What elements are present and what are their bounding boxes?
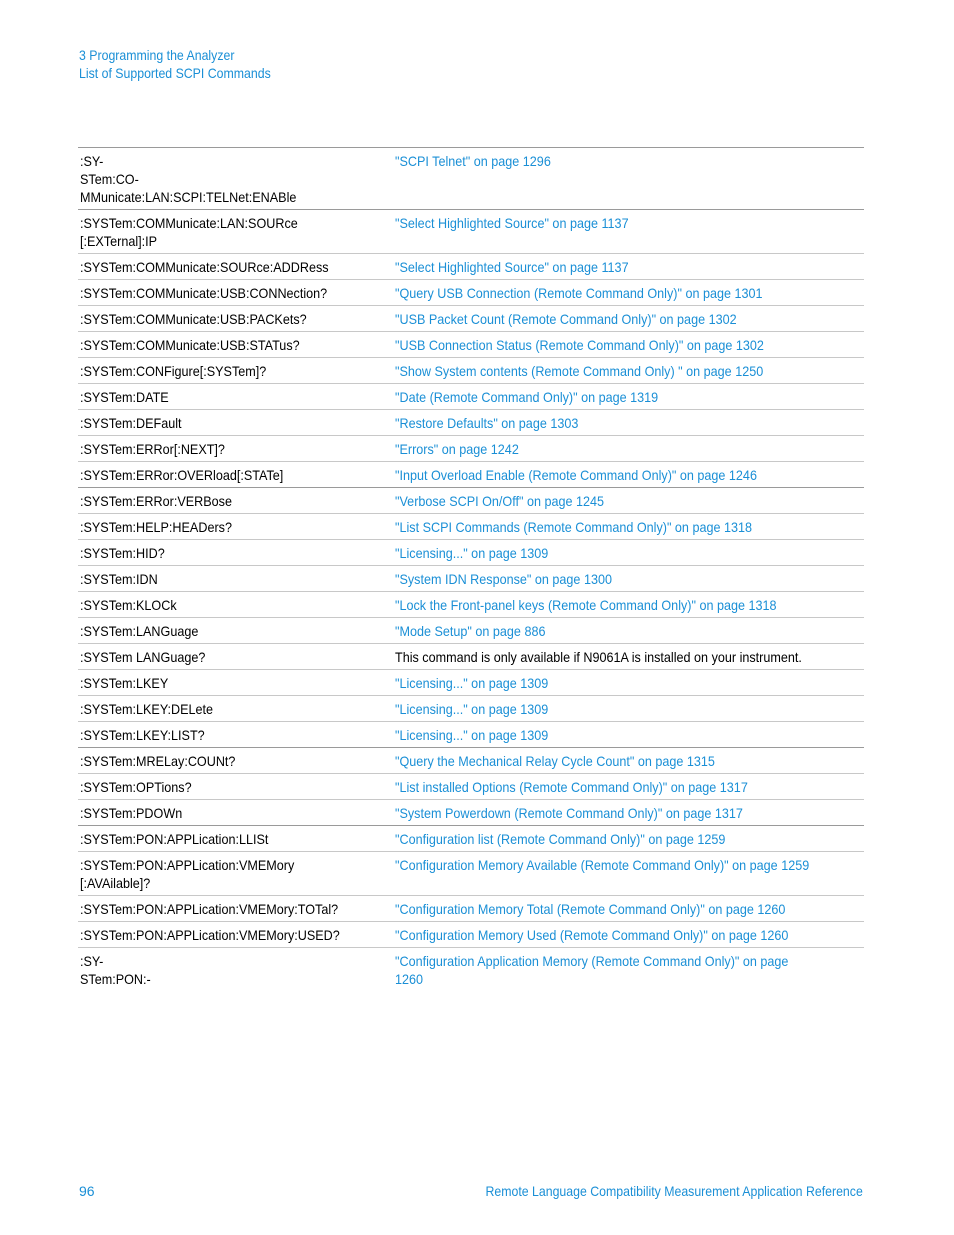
table-row: [78, 410, 864, 436]
reference-cell: [393, 852, 864, 896]
reference-cell: [393, 384, 864, 410]
command-cell: [78, 462, 393, 488]
table-row: [78, 896, 864, 922]
command-text: :SYSTem LANGuage?: [80, 649, 206, 665]
command-text: :SYSTem:KLOCk: [80, 597, 177, 613]
reference-link[interactable]: "Configuration Memory Available (Remote Command Only)" on page 1259: [395, 857, 810, 873]
table-row: [78, 566, 864, 592]
reference-cell: [393, 254, 864, 280]
command-text: :SYSTem:ERRor[:NEXT]?: [80, 441, 225, 457]
table-row: [78, 462, 864, 488]
reference-cell: [393, 922, 864, 948]
table-row: [78, 210, 864, 254]
reference-link[interactable]: "Verbose SCPI On/Off" on page 1245: [395, 493, 605, 509]
command-cell: [78, 774, 393, 800]
table-row: [78, 488, 864, 514]
reference-cell: [393, 826, 864, 852]
reference-link[interactable]: "USB Packet Count (Remote Command Only)" on page 1302: [395, 311, 737, 327]
table-row: [78, 922, 864, 948]
reference-link[interactable]: "Lock the Front-panel keys (Remote Command Only)" on page 1318: [395, 597, 777, 613]
command-text: :SYSTem:COMMunicate:USB:STATus?: [80, 337, 300, 353]
reference-cell: [393, 488, 864, 514]
note-text: This command is only available if N9061A is installed on your instrument.: [395, 649, 802, 665]
reference-link[interactable]: "Licensing..." on page 1309: [395, 727, 549, 743]
table-row: [78, 254, 864, 280]
command-text: :SYSTem:COMMunicate:SOURce:ADDRess: [80, 259, 329, 275]
command-cell: [78, 332, 393, 358]
reference-cell: [393, 948, 864, 992]
command-text: :SYSTem:DEFault: [80, 415, 182, 431]
command-cell: [78, 618, 393, 644]
command-text: :SYSTem:LKEY:LIST?: [80, 727, 205, 743]
command-cell: [78, 948, 393, 992]
command-text: :SYSTem:ERRor:VERBose: [80, 493, 232, 509]
command-text: :SYSTem:LKEY: [80, 675, 169, 691]
reference-cell: [393, 410, 864, 436]
table-row: [78, 384, 864, 410]
command-cell: [78, 254, 393, 280]
table-row: [78, 722, 864, 748]
reference-cell: [393, 592, 864, 618]
reference-cell: [393, 332, 864, 358]
table-row: [78, 644, 864, 670]
table-row: [78, 826, 864, 852]
table-row: [78, 670, 864, 696]
reference-link[interactable]: "System IDN Response" on page 1300: [395, 571, 612, 587]
reference-cell: [393, 210, 864, 254]
command-cell: [78, 540, 393, 566]
reference-cell: [393, 722, 864, 748]
table-row: [78, 696, 864, 722]
reference-cell: [393, 280, 864, 306]
reference-cell: [393, 670, 864, 696]
reference-cell: [393, 774, 864, 800]
reference-link[interactable]: "System Powerdown (Remote Command Only)" on page 1317: [395, 805, 743, 821]
table-row: [78, 592, 864, 618]
command-text: :SYSTem:COMMunicate:USB:CONNection?: [80, 285, 328, 301]
table-row: [78, 436, 864, 462]
reference-cell: [393, 540, 864, 566]
command-text: :SYSTem:LKEY:DELete: [80, 701, 214, 717]
table-row: [78, 514, 864, 540]
command-text: :SYSTem:COMMunicate:USB:PACKets?: [80, 311, 307, 327]
command-text: :SY- STem:CO- MMunicate:LAN:SCPI:TELNet:ENABle: [80, 153, 297, 205]
reference-cell: [393, 800, 864, 826]
section-title: List of Supported SCPI Commands: [79, 65, 271, 81]
reference-cell: [393, 148, 864, 210]
reference-link[interactable]: "Query USB Connection (Remote Command Only)" on page 1301: [395, 285, 763, 301]
reference-link[interactable]: "List installed Options (Remote Command Only)" on page 1317: [395, 779, 748, 795]
table-row: [78, 148, 864, 210]
command-cell: [78, 410, 393, 436]
command-cell: [78, 210, 393, 254]
reference-link[interactable]: "Errors" on page 1242: [395, 441, 519, 457]
command-text: :SYSTem:ERRor:OVERload[:STATe]: [80, 467, 284, 483]
command-cell: [78, 852, 393, 896]
table-row: [78, 852, 864, 896]
command-cell: [78, 922, 393, 948]
table-row: [78, 748, 864, 774]
reference-link[interactable]: "Licensing..." on page 1309: [395, 701, 549, 717]
command-cell: [78, 696, 393, 722]
command-text: :SYSTem:PON:APPLication:VMEMory [:AVAilable]?: [80, 857, 295, 891]
reference-cell: [393, 748, 864, 774]
command-text: :SYSTem:IDN: [80, 571, 158, 587]
reference-link[interactable]: "Input Overload Enable (Remote Command Only)" on page 1246: [395, 467, 757, 483]
command-cell: [78, 722, 393, 748]
command-text: :SYSTem:DATE: [80, 389, 169, 405]
scpi-command-table: [78, 147, 864, 991]
table-row: [78, 800, 864, 826]
command-cell: [78, 488, 393, 514]
reference-link[interactable]: "Select Highlighted Source" on page 1137: [395, 259, 629, 275]
command-text: :SYSTem:PON:APPLication:LLISt: [80, 831, 269, 847]
reference-link[interactable]: "SCPI Telnet" on page 1296: [395, 153, 551, 169]
reference-cell: [393, 462, 864, 488]
table-row: [78, 306, 864, 332]
command-cell: [78, 306, 393, 332]
table-row: [78, 358, 864, 384]
reference-cell: [393, 696, 864, 722]
command-cell: [78, 358, 393, 384]
command-cell: [78, 436, 393, 462]
command-text: :SYSTem:HELP:HEADers?: [80, 519, 232, 535]
command-cell: [78, 896, 393, 922]
command-cell: [78, 800, 393, 826]
reference-link[interactable]: "Show System contents (Remote Command Only) " on page 1250: [395, 363, 764, 379]
command-cell: [78, 748, 393, 774]
reference-link[interactable]: "USB Connection Status (Remote Command Only)" on page 1302: [395, 337, 764, 353]
command-text: :SYSTem:COMMunicate:LAN:SOURce [:EXTernal]:IP: [80, 215, 298, 249]
reference-cell: [393, 618, 864, 644]
command-text: :SYSTem:MRELay:COUNt?: [80, 753, 236, 769]
reference-link[interactable]: "Mode Setup" on page 886: [395, 623, 546, 639]
command-text: :SYSTem:CONFigure[:SYSTem]?: [80, 363, 267, 379]
reference-cell: [393, 566, 864, 592]
reference-link[interactable]: "List SCPI Commands (Remote Command Only)" on page 1318: [395, 519, 753, 535]
table-row: [78, 618, 864, 644]
reference-cell: [393, 358, 864, 384]
chapter-title: 3 Programming the Analyzer: [79, 47, 235, 63]
reference-link[interactable]: "Date (Remote Command Only)" on page 1319: [395, 389, 659, 405]
command-text: :SYSTem:PON:APPLication:VMEMory:TOTal?: [80, 901, 339, 917]
reference-cell: [393, 436, 864, 462]
reference-cell: [393, 306, 864, 332]
command-cell: [78, 514, 393, 540]
command-text: :SYSTem:PON:APPLication:VMEMory:USED?: [80, 927, 340, 943]
command-cell: [78, 384, 393, 410]
reference-link[interactable]: "Licensing..." on page 1309: [395, 675, 549, 691]
command-text: :SY- STem:PON:-: [80, 953, 151, 987]
table-row: [78, 280, 864, 306]
table-row: [78, 332, 864, 358]
command-cell: [78, 566, 393, 592]
command-cell: [78, 592, 393, 618]
command-text: :SYSTem:HID?: [80, 545, 165, 561]
note-cell: [393, 644, 864, 670]
reference-link[interactable]: "Configuration Application Memory (Remote Command Only)" on page 1260: [395, 953, 789, 987]
command-cell: [78, 148, 393, 210]
command-cell: [78, 670, 393, 696]
command-text: :SYSTem:OPTions?: [80, 779, 192, 795]
command-text: :SYSTem:PDOWn: [80, 805, 183, 821]
reference-link[interactable]: "Select Highlighted Source" on page 1137: [395, 215, 629, 231]
reference-link[interactable]: "Configuration Memory Total (Remote Command Only)" on page 1260: [395, 901, 786, 917]
page-number: 96: [79, 1183, 95, 1199]
table-row: [78, 948, 864, 992]
reference-link[interactable]: "Query the Mechanical Relay Cycle Count" on page 1315: [395, 753, 715, 769]
document-title: Remote Language Compatibility Measurement Application Reference: [485, 1183, 863, 1199]
reference-cell: [393, 896, 864, 922]
command-cell: [78, 280, 393, 306]
reference-link[interactable]: "Configuration list (Remote Command Only)" on page 1259: [395, 831, 726, 847]
reference-cell: [393, 514, 864, 540]
reference-link[interactable]: "Licensing..." on page 1309: [395, 545, 549, 561]
reference-link[interactable]: "Restore Defaults" on page 1303: [395, 415, 579, 431]
table-row: [78, 774, 864, 800]
command-text: :SYSTem:LANGuage: [80, 623, 199, 639]
reference-link[interactable]: "Configuration Memory Used (Remote Command Only)" on page 1260: [395, 927, 789, 943]
table-row: [78, 540, 864, 566]
command-cell: [78, 826, 393, 852]
command-cell: [78, 644, 393, 670]
